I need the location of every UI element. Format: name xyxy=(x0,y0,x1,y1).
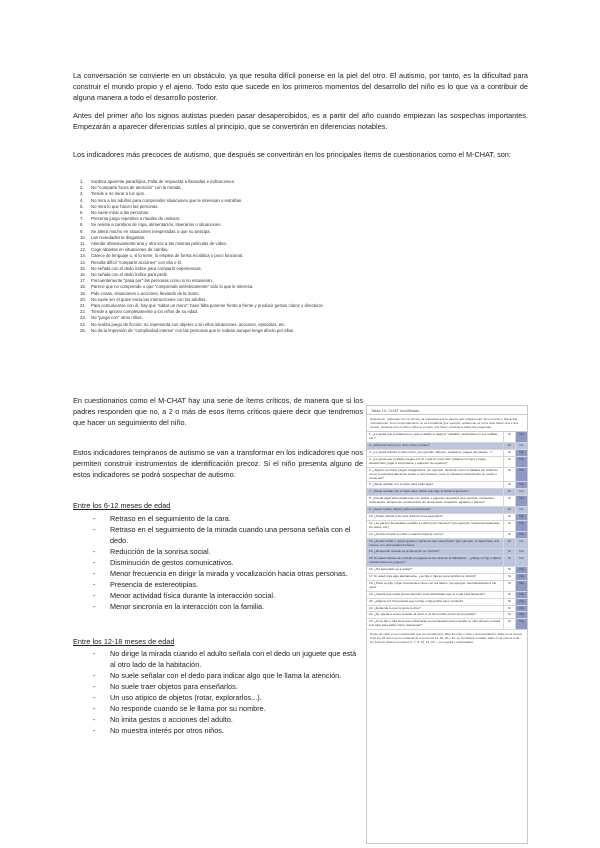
mchat-question: 23. ¿Si su hijo o hija tiene que enfrentarse a una situación desconocida, le mira primero a usted a la cara para saber cómo reaccionar? xyxy=(367,619,504,630)
mchat-row-critical xyxy=(367,443,527,450)
list-item-text: No suele señalar con el dedo para indicar algo que le llama la atención. xyxy=(110,671,342,680)
list-item xyxy=(93,513,363,524)
subheading-6-12-months: Entre los 6-12 meses de edad xyxy=(73,501,171,510)
indicator-number: 9. xyxy=(80,228,84,234)
indicator-number: 8. xyxy=(80,222,84,228)
list-item xyxy=(93,601,363,612)
indicator-number: 7. xyxy=(80,216,84,222)
list-dash: - xyxy=(93,547,96,556)
mchat-row xyxy=(367,580,527,591)
mchat-yes: Sí xyxy=(504,450,516,457)
list-item xyxy=(93,590,363,601)
indicator-text: Atiende obsesivamente una y otra vez a las mismas películas de vídeo. xyxy=(91,241,228,247)
mchat-no: No xyxy=(516,489,528,496)
mchat-table xyxy=(367,432,527,630)
indicator-text: No "comparte focos de atención" con la mirada. xyxy=(91,185,182,191)
mchat-yes: Sí xyxy=(504,482,516,489)
list-item-text: Menor sincronía en la interacción con la familia. xyxy=(110,602,265,611)
mchat-question: 22. ¿Se queda a veces mirando al vacío o va de un lado al otro sin propósito? xyxy=(367,612,504,619)
indicator-number: 3. xyxy=(80,191,84,197)
mchat-yes: Sí xyxy=(504,574,516,581)
mchat-question: 2. ¿Muestra interés por otros niños o niñas? xyxy=(367,443,504,450)
mchat-yes: Sí xyxy=(504,456,516,467)
list-item xyxy=(93,579,363,590)
indicator-text: No "juega con" otros niños. xyxy=(91,315,143,321)
indicator-text: No suele ser él quien inicia las interacciones con los adultos. xyxy=(91,296,207,302)
mchat-yes: Sí xyxy=(504,507,516,514)
indicator-number: 19. xyxy=(80,290,86,296)
mchat-question: 13. ¿Puede imitar o repetir gestos o acciones que usted hace? (por ejemplo, si usted hace una mueca, él o ella también la hace) xyxy=(367,538,504,549)
mchat-no: No xyxy=(516,556,528,567)
mchat-no: No xyxy=(516,549,528,556)
mchat-yes: Sí xyxy=(504,580,516,591)
mchat-no: No xyxy=(516,598,528,605)
list-item xyxy=(93,670,363,681)
mchat-question: 18. ¿Hace su hijo o hija movimientos raros con los dedos, por ejemplo, acercándoselos a los ojos? xyxy=(367,580,504,591)
indicator-text: Coge rabietas en situaciones de cambio. xyxy=(91,247,169,253)
mchat-question: 8. ¿Puede jugar adecuadamente con piezas o juguetes pequeños (por ejemplo, cochecitos, muñequitos, bloques de construcción) sin únicamente chuparlos, agitarlos o tirarlos? xyxy=(367,496,504,507)
list-dash: - xyxy=(93,726,96,735)
list-dash: - xyxy=(93,569,96,578)
mchat-yes: Sí xyxy=(504,619,516,630)
mchat-row xyxy=(367,456,527,467)
list-dash: - xyxy=(93,682,96,691)
mchat-table-title: Tabla 14. CHAT modificado xyxy=(367,406,527,415)
mchat-no: No xyxy=(516,496,528,507)
mchat-table-figure xyxy=(366,405,528,844)
mchat-yes: Sí xyxy=(504,520,516,531)
mchat-yes: Sí xyxy=(504,612,516,619)
intro-paragraph-1: La conversación se convierte en un obstáculo, ya que resulta difícil ponerse en la piel del otro. El autismo, por tanto, es la dificultad para construir el mundo propio y el ajeno. Todo esto que sucede en los primeros momentos del desarrollo del niño es lo que va a contribuir de alguna manera a todo el desarrollo posterior. xyxy=(73,71,528,103)
mchat-row-critical xyxy=(367,489,527,496)
indicator-text: Tiende a ignorar completamente a los niños de su edad. xyxy=(91,309,199,315)
mchat-row-critical xyxy=(367,549,527,556)
mchat-row xyxy=(367,567,527,574)
indicator-text: No señala con el dedo índice para compartir experiencias. xyxy=(91,265,202,271)
mchat-yes: Sí xyxy=(504,591,516,598)
mchat-question: 1. ¿Le gusta que le balanceen o que el adulto le haga el "caballito" sentándolo en sus rodillas, etc.? xyxy=(367,432,504,442)
indicator-text: Las novedades le disgustan. xyxy=(91,234,146,240)
indicator-text: Sordera aparente paradójica. Falta de respuesta a llamadas e indicaciones. xyxy=(91,179,236,184)
list-item xyxy=(93,568,363,579)
list-item-text: Retraso en el seguimiento de la cara. xyxy=(110,514,231,523)
indicator-number: 23. xyxy=(80,315,86,321)
indicator-number: 16. xyxy=(80,272,86,278)
mchat-row xyxy=(367,598,527,605)
list-dash: - xyxy=(93,671,96,680)
indicator-number: 4. xyxy=(80,197,84,203)
mchat-row xyxy=(367,605,527,612)
mchat-no: No xyxy=(516,507,528,514)
list-dash: - xyxy=(93,591,96,600)
list-dash: - xyxy=(93,602,96,611)
mchat-question: 11. ¿Le parece demasiado sensible a ruidos poco intensos? (por ejemplo, reacciona tapándose los oídos, etc.) xyxy=(367,520,504,531)
mchat-question: 16. ¿Ha aprendido ya a andar? xyxy=(367,567,504,574)
mchat-row-critical xyxy=(367,507,527,514)
mchat-question: 12. ¿Sonríe al verle a usted o cuando usted le sonríe? xyxy=(367,531,504,538)
mchat-yes: Sí xyxy=(504,605,516,612)
list-item-text: Presencia de estereotipias. xyxy=(110,580,199,589)
mchat-yes: Sí xyxy=(504,467,516,482)
mchat-yes: Sí xyxy=(504,513,516,520)
indicator-number: 22. xyxy=(80,309,86,315)
indicator-text: No realiza juego de ficción: no representa con objetos o sin ellos situaciones, acciones, episodios, etc. xyxy=(91,321,286,327)
mchat-row xyxy=(367,612,527,619)
indicator-text: Pide cosas, situaciones o acciones, llevando de la mano. xyxy=(91,290,200,296)
mchat-no: No xyxy=(516,432,528,442)
indicator-number: 13. xyxy=(80,253,86,259)
mchat-no: No xyxy=(516,580,528,591)
indicator-number: 18. xyxy=(80,284,86,290)
indicator-text: Resulta difícil "compartir acciones" con ella o él. xyxy=(91,259,183,265)
indicator-number: 15. xyxy=(80,265,86,271)
indicator-number: 5. xyxy=(80,203,84,209)
list-item-text: Menor frecuencia en dirigir la mirada y vocalización hacia otras personas. xyxy=(110,569,348,578)
mchat-question: 14. ¿Responde cuando se le llama por su nombre? xyxy=(367,549,504,556)
mchat-no: No xyxy=(516,612,528,619)
mchat-no: No xyxy=(516,443,528,450)
mchat-question: 3. ¿Le gusta subirse a sitios como, por ejemplo, sillones, escalones, juegos del parque...? xyxy=(367,450,504,457)
intro-paragraph-3: Los indicadores más precoces de autismo, que después se convertirán en los principales ítems de cuestionarios como el M-CHAT, son: xyxy=(73,150,511,159)
list-item-text: Reducción de la sonrisa social. xyxy=(110,547,211,556)
mchat-paragraph: En cuestionarios como el M-CHAT hay una serie de ítems críticos, de manera que si los padres responden que no, a 2 o más de esos ítems críticos quiere decir que tendremos que hacer un seguimiento del niño. xyxy=(73,396,363,427)
mchat-yes: Sí xyxy=(504,549,516,556)
indicator-number: 6. xyxy=(80,210,84,216)
list-dash: - xyxy=(93,580,96,589)
indicator-text: Presenta juego repetitivo o rituales de ordenar. xyxy=(91,216,181,222)
mchat-yes: Sí xyxy=(504,567,516,574)
list-item-text: No imita gestos o acciones del adulto. xyxy=(110,715,233,724)
list-dash: - xyxy=(93,649,96,658)
mchat-no: No xyxy=(516,531,528,538)
mchat-no: No xyxy=(516,520,528,531)
indicator-text: Parece que no comprende o que "comprende selectivamente" sólo lo que le interesa. xyxy=(91,284,254,290)
indicator-text: Se altera mucho en situaciones inesperadas o que no anticipa. xyxy=(91,228,211,234)
mchat-yes: Sí xyxy=(504,496,516,507)
indicator-text: No señala con el dedo índice para pedir. xyxy=(91,272,168,278)
mchat-no: No xyxy=(516,482,528,489)
list-item-text: No responde cuando se le llama por su nombre. xyxy=(110,704,266,713)
list-6-12-months xyxy=(93,513,363,612)
mchat-table-intro: Seleccione, rodeando con un círculo, la respuesta que le parece que refleja mejor cómo su hijo o hija actúa normalmente. Si el comportamiento no es el habitual (por ejemplo, solamente se lo ha visto hacer una o dos veces), conteste que el niño o niña no lo hace. Por favor, conteste a todas las preguntas. xyxy=(367,415,527,432)
indicator-text: No mira lo que hacen las personas. xyxy=(91,203,159,209)
list-item-text: Un uso atípico de objetos (rotar, explorarlos...). xyxy=(110,693,262,702)
mchat-row xyxy=(367,496,527,507)
list-dash: - xyxy=(93,514,96,523)
list-item-text: Retraso en el seguimiento de la mirada cuando una persona señala con el dedo. xyxy=(110,525,351,545)
mchat-yes: Sí xyxy=(504,443,516,450)
indicator-number: 1. xyxy=(80,179,84,184)
mchat-yes: Sí xyxy=(504,432,516,442)
indicator-number: 21. xyxy=(80,303,86,309)
mchat-question: 7. ¿Suele señalar con el dedo para indicar que algo le llama la atención? xyxy=(367,489,504,496)
mchat-no: No xyxy=(516,591,528,598)
list-item xyxy=(93,681,363,692)
indicator-text: Se resiste a cambios de ropa, alimentación, itinerarios o situaciones. xyxy=(91,222,222,228)
mchat-no: No xyxy=(516,605,528,612)
mchat-row xyxy=(367,574,527,581)
mchat-row-critical xyxy=(367,556,527,567)
indicator-number: 14. xyxy=(80,259,86,265)
mchat-yes: Sí xyxy=(504,489,516,496)
indicator-number: 24. xyxy=(80,321,86,327)
list-dash: - xyxy=(93,715,96,724)
mchat-row xyxy=(367,450,527,457)
mchat-row xyxy=(367,482,527,489)
mchat-question: 20. ¿Alguna vez ha pensado que su hijo o hija podría tener sordera? xyxy=(367,598,504,605)
indicator-number: 10. xyxy=(80,234,86,240)
mchat-row-critical xyxy=(367,538,527,549)
mchat-row xyxy=(367,467,527,482)
list-dash: - xyxy=(93,704,96,713)
list-item-text: Disminución de gestos comunicativos. xyxy=(110,558,234,567)
list-item-text: No muestra interés por otros niños. xyxy=(110,726,224,735)
indicator-text: No mira a los adultos para comprender situaciones que le interesan o extrañan. xyxy=(91,197,243,203)
mchat-question: 9. ¿Suele traerle objetos para enseñárselos? xyxy=(367,507,504,514)
indicator-number: 11. xyxy=(80,241,86,247)
indicator-text: No suele mirar a las personas. xyxy=(91,210,150,216)
mchat-question: 5. ¿Alguna vez hace juegos imaginativos, por ejemplo, haciendo como si hablara por teléfono, como si estuviera dando de comer a una muñeca, como si estuviera conduciendo un coche o cosas así? xyxy=(367,467,504,482)
list-12-18-months xyxy=(93,648,363,736)
indicator-number: 20. xyxy=(80,296,86,302)
list-item-text: Menor actividad física durante la interacción social. xyxy=(110,591,276,600)
list-dash: - xyxy=(93,558,96,567)
mchat-no: No xyxy=(516,574,528,581)
mchat-yes: Sí xyxy=(504,598,516,605)
intro-paragraph-2: Antes del primer año los signos autistas pueden pasar desapercibidos, es a partir del año cuando empiezan las sospechas importantes. Empezarán a aparecer diferencias sutiles al principio, que se convertirán en diferencias notables. xyxy=(73,111,528,132)
indicator-number: 12. xyxy=(80,247,86,253)
mchat-table-footer: Punto de corte en el cuestionario que se considera un fallo del niño o niña y recomendación: Fallo en al menos 3 de los 23 ítems (si se contesta SÍ a los ítems 11, 18, 20 y 22, se considera un fallo). Fallo en al menos 2 de los 6 ítems críticos (números 2, 7, 9, 13, 14, 15 — en negrita y sombreado). xyxy=(370,632,523,645)
mchat-row xyxy=(367,513,527,520)
mchat-row xyxy=(367,619,527,630)
list-item xyxy=(93,546,363,557)
mchat-row xyxy=(367,591,527,598)
list-dash: - xyxy=(93,525,96,534)
list-item xyxy=(93,692,363,703)
mchat-no: No xyxy=(516,538,528,549)
list-item xyxy=(93,524,363,546)
list-item xyxy=(93,648,363,670)
indicator-number: 2. xyxy=(80,185,84,191)
mchat-no: No xyxy=(516,467,528,482)
mchat-question: 15. Si usted señala con el dedo un juguete al otro lado de la habitación... ¿Dirige su hijo o hija la mirada hacia ese juguete? xyxy=(367,556,504,567)
early-indicators-paragraph: Estos indicadores tempranos de autismo se van a transformar en los indicadores que nos permiten construir instrumentos de identificación precoz. Si el niño presenta alguno de estos indicadores se podrá sospechar de autismo. xyxy=(73,448,363,479)
list-item xyxy=(93,725,363,736)
mchat-question: 21. ¿Entiende lo que la gente le dice? xyxy=(367,605,504,612)
indicator-item xyxy=(80,328,360,334)
autism-indicators-list xyxy=(80,179,360,334)
indicator-text: Carece de lenguaje o, si lo tiene, lo emplea de forma ecolálica o poco funcional. xyxy=(91,253,244,259)
mchat-question: 10. ¿Suele mirarle a los ojos durante unos segundos? xyxy=(367,513,504,520)
indicator-text: No da la impresión de "complicidad interna" con las personas que le rodean aunque tenga afecto por ellas. xyxy=(91,327,295,333)
mchat-yes: Sí xyxy=(504,556,516,567)
indicator-number: 25. xyxy=(80,327,86,333)
list-dash: - xyxy=(93,693,96,702)
indicator-text: Para comunicarse con él, hay que "saltar un muro": hace falta ponerse frente a frente y producir gestos claros y directivos. xyxy=(91,303,324,309)
list-item xyxy=(93,557,363,568)
mchat-no: No xyxy=(516,513,528,520)
list-item xyxy=(93,714,363,725)
mchat-row xyxy=(367,432,527,442)
mchat-yes: Sí xyxy=(504,531,516,538)
indicator-number: 17. xyxy=(80,278,86,284)
mchat-no: No xyxy=(516,450,528,457)
mchat-yes: Sí xyxy=(504,538,516,549)
mchat-row xyxy=(367,520,527,531)
indicator-text: Frecuentemente "pasa por" las personas como si no estuvieran. xyxy=(91,278,213,284)
subheading-12-18-months: Entre los 12-18 meses de edad xyxy=(73,637,175,646)
mchat-no: No xyxy=(516,619,528,630)
list-item-text: No dirige la mirada cuando el adulto señala con el dedo un juguete que está al otro lado de la habitación. xyxy=(110,649,357,669)
mchat-row xyxy=(367,531,527,538)
mchat-no: No xyxy=(516,567,528,574)
indicator-text: Tiende a no mirar a los ojos. xyxy=(91,191,146,197)
mchat-question: 19. ¿Intenta que usted preste atención a las actividades que él o ella está haciendo? xyxy=(367,591,504,598)
mchat-question: 4. ¿Le gusta que el adulto juegue con él o ella al "cucú-tras" (taparse los ojos y luego descubrirlos; jugar a esconderse y aparecer de repente)? xyxy=(367,456,504,467)
list-item-text: No suele traer objetos para enseñarlos. xyxy=(110,682,238,691)
list-item xyxy=(93,703,363,714)
mchat-question: 6. ¿Suele señalar con el dedo para pedir algo? xyxy=(367,482,504,489)
mchat-question: 17. Si usted mira algo atentamente, ¿su hijo o hija se pone también a mirarlo? xyxy=(367,574,504,581)
mchat-no: No xyxy=(516,456,528,467)
